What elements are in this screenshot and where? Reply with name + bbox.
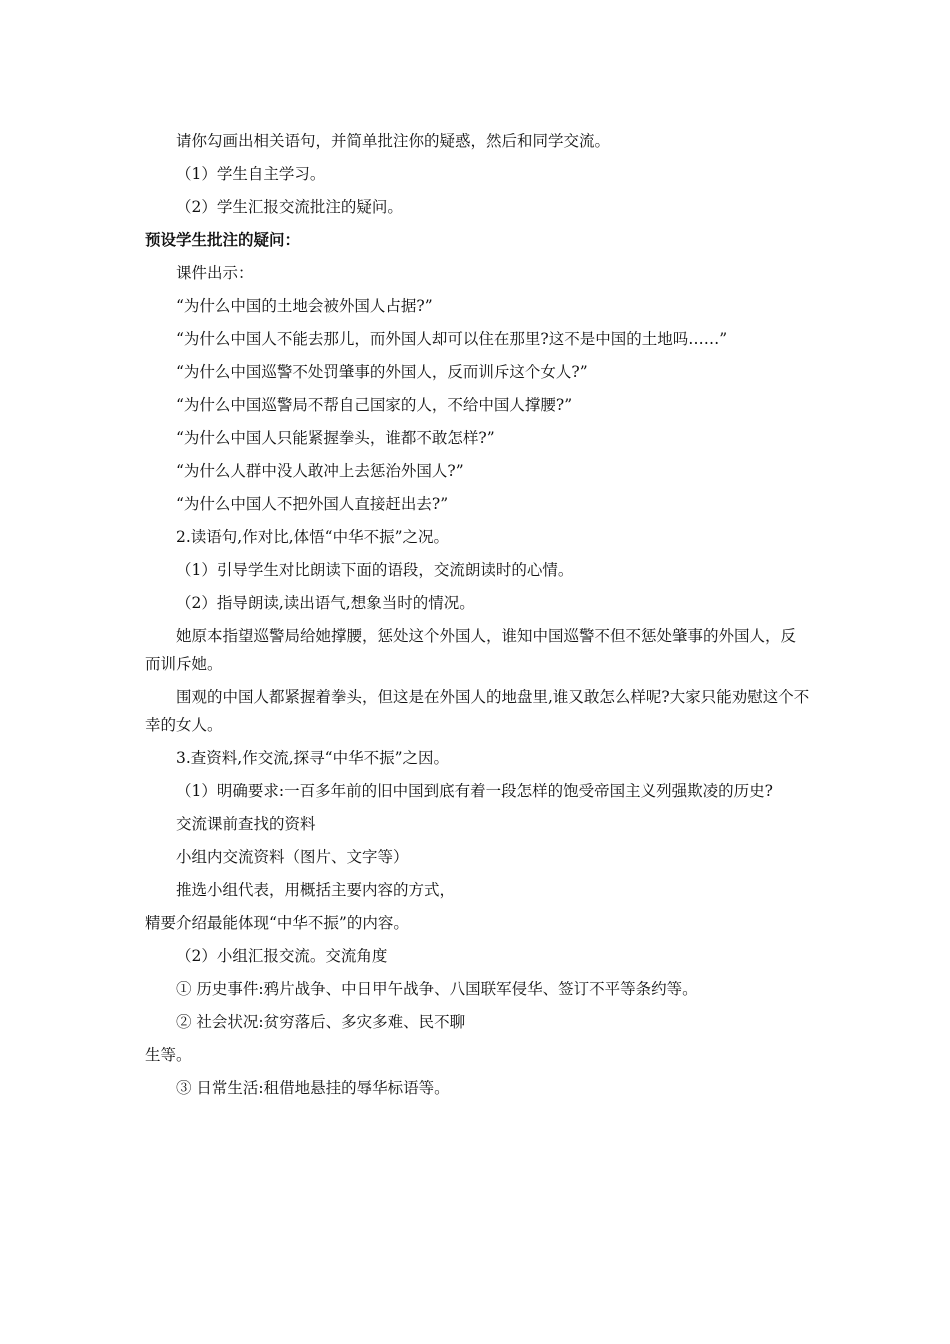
angle-society: ② 社会状况:贫穷落后、多灾多难、民不聊	[176, 1013, 466, 1031]
angle-society-continued: 生等。	[145, 1046, 192, 1064]
paragraph-guide-reading: （1）引导学生对比朗读下面的语段，交流朗读时的心情。	[176, 561, 574, 579]
paragraph-read-aloud: （2）指导朗读,读出语气,想象当时的情况。	[176, 594, 475, 612]
question-3: “为什么中国巡警不处罚肇事的外国人，反而训斥这个女人?”	[176, 363, 588, 381]
reading-passage-2: 围观的中国人都紧握着拳头，但这是在外国人的地盘里,谁又敢怎么样呢?大家只能劝慰这个不幸的女人。	[145, 688, 810, 734]
question-5: “为什么中国人只能紧握拳头，谁都不敢怎样?”	[176, 429, 495, 447]
question-7: “为什么中国人不把外国人直接赶出去?”	[176, 495, 449, 513]
document-body	[145, 127, 810, 1102]
question-6: “为什么人群中没人敢冲上去惩治外国人?”	[176, 462, 464, 480]
paragraph-exchange-materials: 交流课前查找的资料	[176, 815, 316, 833]
paragraph-instruction: 请你勾画出相关语句，并简单批注你的疑惑，然后和同学交流。	[176, 132, 611, 150]
paragraph-introduce-content: 精要介绍最能体现“中华不振”的内容。	[145, 914, 409, 932]
angle-daily-life: ③ 日常生活:租借地悬挂的辱华标语等。	[176, 1079, 450, 1097]
question-2: “为什么中国人不能去那儿，而外国人却可以住在那里?这不是中国的土地吗……”	[176, 330, 728, 348]
section-heading: 预设学生批注的疑问：	[145, 230, 301, 249]
reading-passage-1: 她原本指望巡警局给她撑腰，惩处这个外国人，谁知中国巡警不但不惩处肇事的外国人，反而训斥她。	[145, 627, 797, 673]
paragraph-group-exchange: 小组内交流资料（图片、文字等）	[176, 848, 409, 866]
angle-history: ① 历史事件:鸦片战争、中日甲午战争、八国联军侵华、签订不平等条约等。	[176, 980, 698, 998]
question-4: “为什么中国巡警局不帮自己国家的人，不给中国人撑腰?”	[176, 396, 573, 414]
paragraph-requirement: （1）明确要求:一百多年前的旧中国到底有着一段怎样的饱受帝国主义列强欺凌的历史?	[176, 782, 773, 800]
question-1: “为什么中国的土地会被外国人占据?”	[176, 297, 433, 315]
paragraph-select-representative: 推选小组代表，用概括主要内容的方式，	[176, 881, 456, 899]
paragraph-step-1: （1）学生自主学习。	[176, 165, 326, 183]
paragraph-courseware: 课件出示：	[176, 264, 254, 282]
paragraph-step-2: （2）学生汇报交流批注的疑问。	[176, 198, 403, 216]
paragraph-section-3: 3.查资料,作交流,探寻“中华不振”之因。	[176, 749, 449, 767]
paragraph-section-2: 2.读语句,作对比,体悟“中华不振”之况。	[176, 528, 449, 546]
paragraph-group-report: （2）小组汇报交流。交流角度	[176, 947, 388, 965]
